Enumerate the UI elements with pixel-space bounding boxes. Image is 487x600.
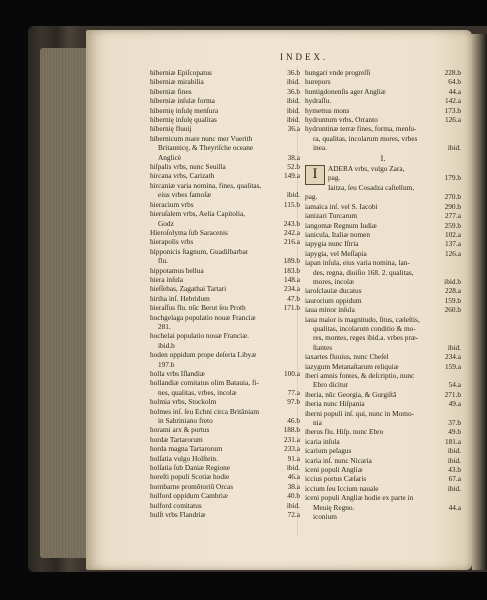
entry-page: 231.a: [283, 434, 300, 444]
entry-page: ibid.: [286, 105, 300, 115]
entry-page: 102.a: [444, 229, 461, 239]
entry-term: hieſſebas, Zagathai Tartari: [150, 284, 227, 294]
entry-page: 49.b: [448, 427, 461, 437]
index-entry: [305, 474, 461, 483]
entry-term: icaria inſula: [305, 436, 340, 446]
entry-term: inea.: [313, 143, 327, 153]
index-entry: [305, 399, 461, 408]
index-entry: [305, 286, 461, 295]
entry-term: hibernię inſulę menſura: [150, 105, 219, 115]
index-entry: [150, 275, 300, 284]
entry-page: 91.a: [287, 453, 300, 463]
index-entry: [150, 171, 300, 180]
entry-term: iapan inſula, eius varia nomina, lan-: [305, 258, 410, 268]
entry-term: ADERA vrbs, vulgo Zara,: [328, 164, 405, 174]
entry-page: 54.a: [448, 380, 461, 390]
index-entry: [150, 303, 300, 312]
entry-page: 100.a: [283, 369, 300, 378]
entry-term: res, montes, reges ibid.a. vrbes præ-: [313, 333, 419, 343]
entry-page: ibid.: [286, 77, 300, 87]
index-entry: [150, 266, 300, 275]
index-entry: [150, 181, 300, 190]
index-entry: [150, 294, 300, 303]
index-entry: [305, 124, 461, 133]
index-entry: [150, 209, 300, 218]
entry-page: ibid.: [447, 342, 461, 352]
index-entry: [305, 143, 461, 152]
index-entry: [305, 221, 461, 230]
entry-term: icaria inſ. nunc Nicaria: [305, 455, 372, 465]
entry-page: 97.b: [287, 397, 300, 407]
entry-term: iceni populi Angliæ hodie ex parte in: [305, 493, 414, 503]
index-entry: [305, 333, 461, 342]
entry-term: iccium ſeu Iccium nauale: [305, 483, 379, 493]
entry-page: 149.a: [283, 171, 300, 181]
page-header: INDEX.: [280, 52, 329, 62]
entry-term: horeſti populi Scotiæ hodie: [150, 472, 230, 482]
index-entry: [150, 106, 300, 115]
entry-term: hiſpalis vrbs, nunc Seuilla: [150, 162, 226, 172]
entry-term: iberi amnis fontes, & deſcriptio, nunc: [305, 371, 415, 380]
index-entry: [150, 153, 300, 162]
entry-term: des, regna, diuiſio 168. 2. qualitas,: [313, 267, 414, 277]
index-entry: [305, 249, 461, 258]
entry-term: ianicula, Italiæ nomen: [305, 229, 371, 239]
index-entry: [150, 143, 300, 152]
index-entry: [150, 369, 300, 378]
entry-page: 44.a: [448, 502, 461, 512]
index-entry: [150, 322, 300, 331]
entry-term: iberia nunc Hiſpania: [305, 399, 365, 409]
index-entry: [328, 164, 461, 173]
entry-term: hiera inſula: [150, 274, 184, 284]
page-edges: [40, 48, 88, 558]
index-entry: [150, 482, 300, 491]
entry-term: iberia, nūc Georgia, & Gurgiſtā: [305, 389, 397, 399]
entry-term: in Sabriniano freto: [158, 416, 213, 426]
index-entry: [150, 77, 300, 86]
entry-page: 216.a: [283, 237, 300, 247]
entry-page: 142.a: [444, 96, 461, 106]
index-entry: [305, 87, 461, 96]
entry-term: iconium: [313, 512, 337, 522]
entry-page: 159.a: [444, 361, 461, 371]
entry-term: iapygia nunc Iſtria: [305, 239, 359, 249]
index-entry: [150, 463, 300, 472]
index-entry: [150, 162, 300, 171]
entry-term: holmia vrbs, Stockolm: [150, 397, 217, 407]
index-entry: [150, 435, 300, 444]
index-entry: [150, 115, 300, 124]
index-entry: [150, 388, 300, 397]
index-column-left: [150, 68, 300, 520]
entry-term: nes, qualitas, vrbes, incolæ: [158, 387, 237, 397]
entry-term: Britannicę, & Theyriſche oceane: [158, 143, 254, 153]
entry-page: ibid.: [286, 115, 300, 125]
entry-term: iazygum Metanaſtarum reliquiæ: [305, 361, 399, 371]
index-entry: [305, 277, 461, 286]
entry-page: 46.a: [287, 472, 300, 482]
index-entry: [305, 484, 461, 493]
entry-term: Godz: [158, 218, 174, 228]
entry-page: 188.b: [283, 425, 300, 435]
entry-page: 260.b: [444, 305, 461, 315]
entry-page: 171.b: [283, 303, 300, 313]
index-entry: [150, 407, 300, 416]
entry-page: 270.b: [444, 192, 461, 202]
index-entry: [305, 409, 461, 418]
entry-term: iaua maior is magnitudo, ſitus, cæleſtis,: [305, 314, 420, 324]
entry-term: iangomæ Regnum Iudiæ: [305, 220, 377, 230]
entry-term: hiberniæ inſulæ forma: [150, 96, 215, 106]
entry-term: flu.: [158, 256, 168, 266]
index-entry: [150, 87, 300, 96]
entry-term: Anglicè: [158, 152, 182, 162]
index-entry: [150, 425, 300, 434]
entry-term: hircaniæ varia nomina, fines, qualitas,: [150, 180, 262, 190]
index-entry: [150, 350, 300, 359]
entry-term: hydraſſu.: [305, 96, 332, 106]
entry-term: hiberniæ fines: [150, 86, 192, 96]
entry-term: hiberniæ Epiſcopatus: [150, 68, 212, 77]
entry-term: hieraſſus flu. nūc Berut ſeu Proth: [150, 303, 246, 313]
entry-term: iaurorium oppidum: [305, 295, 362, 305]
index-entry: [305, 315, 461, 324]
index-entry: [150, 134, 300, 143]
entry-term: ianizari Turcarum: [305, 211, 358, 221]
entry-term: hochgelaga populatio nouæ Franciæ: [150, 312, 256, 322]
index-entry: [305, 390, 461, 399]
entry-page: 72.a: [287, 510, 300, 520]
entry-term: Iaitza, ſeu Cosadza caſtellum,: [328, 182, 415, 192]
entry-term: holſatia ſub Daniæ Regione: [150, 463, 231, 473]
entry-term: nia: [313, 418, 322, 428]
entry-term: hollandiæ comitatus olim Batauia, fi-: [150, 378, 259, 388]
entry-term: 281.: [158, 321, 171, 331]
entry-page: ibid.: [286, 190, 300, 200]
entry-term: hydruntinæ terræ fines, forma, menſu-: [305, 124, 417, 134]
entry-page: 159.b: [444, 295, 461, 305]
index-entry: [150, 510, 300, 519]
entry-term: ra, qualitas, incolarum mores, vrbes: [313, 133, 418, 143]
index-entry: [150, 360, 300, 369]
index-entry: [305, 465, 461, 474]
entry-term: hulſt vrbs Flandriæ: [150, 510, 206, 520]
entry-page: 183.b: [283, 265, 300, 275]
index-entry: [150, 378, 300, 387]
index-entry: [150, 247, 300, 256]
index-entry: [305, 371, 461, 380]
index-entry: [305, 239, 461, 248]
entry-term: mores, incolæ: [313, 276, 354, 286]
entry-term: iamaica inſ. vel S. Iacobi: [305, 201, 378, 211]
entry-page: 38.a: [287, 481, 300, 491]
index-entry: [150, 200, 300, 209]
entry-term: horda magna Tartarorum: [150, 444, 223, 454]
index-entry: [305, 493, 461, 502]
index-entry: [150, 96, 300, 105]
entry-page: ibid.: [447, 455, 461, 465]
entry-term: huntigdonenſis ager Angliæ: [305, 86, 386, 96]
index-entries-h: [305, 68, 461, 153]
index-entry: [150, 256, 300, 265]
index-entry: [305, 362, 461, 371]
index-entry: [305, 437, 461, 446]
index-entry: [305, 380, 461, 389]
index-entry: [305, 211, 461, 220]
entry-term: hoden oppidum prope deſerta Libyæ: [150, 350, 257, 360]
index-entry: [305, 202, 461, 211]
index-entry: [305, 296, 461, 305]
entry-page: 46.b: [287, 416, 300, 426]
entry-page: 115.b: [283, 199, 300, 209]
index-entry: [305, 115, 461, 124]
entry-page: 36.b: [287, 68, 300, 77]
right-page-edge: [472, 34, 487, 570]
entry-page: 148.a: [283, 274, 300, 284]
entry-page: ibid.: [286, 463, 300, 473]
entry-term: hungari vnde progreſſi: [305, 68, 371, 77]
entry-term: Ebro dicitur: [313, 380, 349, 390]
entry-page: 37.b: [448, 418, 461, 428]
index-entry: [150, 341, 300, 350]
index-entry: [150, 501, 300, 510]
index-entry: [150, 444, 300, 453]
index-entry: [305, 268, 461, 277]
index-column-right: [305, 68, 461, 522]
index-entries-i: [305, 202, 461, 522]
entry-page: 243.b: [283, 218, 300, 228]
index-entry: [150, 331, 300, 340]
entry-page: 290.b: [444, 201, 461, 211]
entry-term: iaua minor inſula: [305, 305, 355, 315]
entry-term: pag.: [328, 173, 341, 183]
entry-page: ibid.: [286, 500, 300, 510]
entry-term: icarium pelagus: [305, 446, 352, 456]
entry-page: 242.a: [283, 227, 300, 237]
entry-page: 44.a: [448, 86, 461, 96]
entry-term: hieracium vrbs: [150, 199, 194, 209]
index-entry: [305, 352, 461, 361]
dropcap-entries: [305, 164, 461, 202]
dropcap-block: [305, 164, 461, 202]
index-entry: [305, 96, 461, 105]
entry-term: Meuię Regno.: [313, 502, 355, 512]
entry-page: 40.b: [287, 491, 300, 501]
entry-page: 43.b: [448, 465, 461, 475]
index-entry: [305, 427, 461, 436]
entry-term: holmes inſ. ſeu Echni circa Britãniam: [150, 406, 260, 416]
index-entry: [305, 258, 461, 267]
entry-page: 181.a: [444, 436, 461, 446]
entry-page: 38.a: [287, 152, 300, 162]
index-entry: [150, 313, 300, 322]
entry-term: Hieroſolyma ſub Saracenis: [150, 227, 228, 237]
index-entry: [150, 491, 300, 500]
entry-page: 64.b: [448, 77, 461, 87]
entry-term: hulford oppidum Cambriæ: [150, 491, 228, 501]
entry-term: qualitas, incolarum conditio & mo-: [313, 323, 416, 333]
entry-page: 36.a: [287, 124, 300, 134]
entry-page: 52.b: [287, 162, 300, 172]
entry-page: 36.b: [287, 86, 300, 96]
entry-term: hierapolis vrbs: [150, 237, 194, 247]
index-entry: [305, 230, 461, 239]
entry-page: 49.a: [448, 399, 461, 409]
index-entry: [150, 190, 300, 199]
entry-page: 234.a: [283, 284, 300, 294]
entry-page: 277.a: [444, 211, 461, 221]
entry-page: 67.a: [448, 474, 461, 484]
index-entry: [328, 183, 461, 192]
entry-term: iberus flu. Hiſp. nunc Ebro: [305, 427, 384, 437]
entry-term: hibernicum mare nunc mer Vuerith: [150, 133, 253, 143]
index-entry: [305, 305, 461, 314]
index-entry: [305, 68, 461, 77]
entry-term: iaxartes fluuius, nunc Cheſel: [305, 352, 389, 362]
index-entry: [305, 77, 461, 86]
entry-term: hircana vrbs, Carizath: [150, 171, 215, 181]
entry-term: hurepors: [305, 77, 331, 87]
index-entry: [305, 446, 461, 455]
entry-term: hipponicis ſtagnum, Guadilbarbar: [150, 246, 249, 256]
entry-page: ibid.: [447, 446, 461, 456]
index-entry: [305, 192, 461, 201]
entry-term: hordæ Tartarorum: [150, 434, 203, 444]
entry-term: iberni populi inſ. qui, nunc in Momo-: [305, 408, 415, 418]
index-entry: [150, 472, 300, 481]
entry-term: iapygia, vel Meſſapia: [305, 248, 367, 258]
index-entry: [150, 454, 300, 463]
index-entry: [328, 173, 461, 182]
entry-page: 126.a: [444, 248, 461, 258]
index-entry: [150, 228, 300, 237]
entry-term: horami arx & portus: [150, 425, 210, 435]
entry-term: holla vrbs Iſlandiæ: [150, 369, 205, 378]
index-entry: [150, 237, 300, 246]
index-entry: [305, 418, 461, 427]
entry-term: hiberniæ mirabilia: [150, 77, 204, 87]
entry-page: 228.b: [444, 68, 461, 77]
index-entry: [305, 324, 461, 333]
entry-page: ibid.: [286, 96, 300, 106]
index-entry: [305, 343, 461, 352]
index-entry: [150, 416, 300, 425]
entry-term: hochelai populatio nouæ Franciæ.: [150, 331, 249, 341]
entry-term: ibid.b: [158, 340, 175, 350]
entry-term: hibernię inſulę qualitas: [150, 115, 217, 125]
entry-page: 47.b: [287, 293, 300, 303]
entry-term: hymettus mons: [305, 105, 350, 115]
index-entry: [305, 456, 461, 465]
entry-term: iccius portus Cæſaris: [305, 474, 367, 484]
entry-page: 228.a: [444, 286, 461, 296]
entry-term: hirtha inſ. Hebridum: [150, 293, 210, 303]
entry-page: 233.a: [283, 444, 300, 454]
entry-term: hulford comitatus: [150, 500, 202, 510]
entry-page: 126.a: [444, 115, 461, 125]
index-entry: [150, 397, 300, 406]
index-entry: [305, 512, 461, 521]
entry-page: 189.b: [283, 256, 300, 266]
entry-term: hippotamus bellua: [150, 265, 204, 275]
index-entry: [305, 134, 461, 143]
entry-term: iceni populi Angliæ: [305, 465, 363, 475]
entry-term: hibernię fluuij: [150, 124, 192, 134]
entry-term: pag.: [305, 192, 318, 202]
index-entry: [150, 124, 300, 133]
entry-page: 173.b: [444, 105, 461, 115]
index-entry: [305, 106, 461, 115]
entry-term: ſtantes: [313, 342, 333, 352]
entry-term: holſatia vulgo Holſtein.: [150, 453, 218, 463]
entry-page: 179.b: [444, 173, 461, 183]
entry-term: hydruntum vrbs, Orranto: [305, 115, 378, 125]
index-entry: [150, 219, 300, 228]
entry-page: 77.a: [287, 387, 300, 397]
entry-page: ibid.: [447, 143, 461, 153]
index-entry: [305, 503, 461, 512]
entry-term: hieruſalem vrbs, Aelia Capitolia,: [150, 209, 246, 219]
entry-page: ibid.: [447, 483, 461, 493]
index-entry: [150, 284, 300, 293]
entry-term: eius vrbes famoſæ: [158, 190, 212, 200]
entry-term: hornbarne promõtoriũ Orcas: [150, 481, 234, 491]
entry-page: 137.a: [444, 239, 461, 249]
index-entry: [150, 68, 300, 77]
dropcap-initial: I: [305, 165, 325, 185]
entry-page: 271.b: [444, 389, 461, 399]
entry-page: 234.a: [444, 352, 461, 362]
section-letter: I.: [380, 153, 386, 163]
entry-page: 259.b: [444, 220, 461, 230]
entry-term: 197.b: [158, 359, 175, 369]
entry-term: iaroſclauiæ ducatus: [305, 286, 362, 296]
entry-page: ibid.b: [444, 276, 461, 286]
